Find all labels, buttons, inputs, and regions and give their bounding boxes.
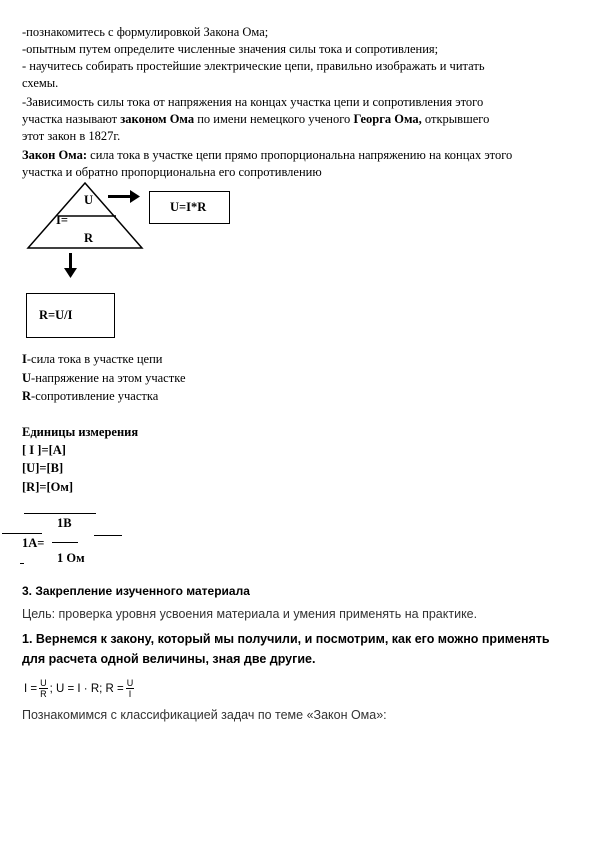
section-3-goal: Цель: проверка уровня усвоения материала и умения применять на практике.: [22, 607, 478, 621]
legend-u: [22, 370, 186, 387]
intro-line-1: -познакомитесь с формулировкой Закона Ома;: [22, 25, 269, 39]
fraction-top-rule: [24, 513, 96, 514]
intro-line-4: схемы.: [22, 76, 59, 90]
formula-r-den: I: [128, 689, 132, 699]
legend-i: [22, 351, 162, 368]
law-label: Закон Ома:: [22, 148, 88, 162]
classification-intro: Познакомимся с классификацией задач по теме «Закон Ома»:: [22, 708, 387, 722]
point-1-line-2: для расчета одной величины, зная две другие.: [22, 652, 316, 666]
triangle-top-u: U: [84, 193, 94, 207]
fraction-left-rule: [2, 533, 42, 534]
formula-i-fraction: [39, 678, 48, 699]
units-heading: Единицы измерения: [22, 425, 139, 439]
triangle-left-i: I=: [56, 213, 68, 227]
intro-line-6e: открывшего: [421, 112, 490, 126]
law-statement-2: участка и обратно пропорциональна его сопротивлению: [22, 165, 322, 179]
legend-i-text: -сила тока в участке цепи: [26, 352, 163, 366]
law-name: законом Ома: [120, 112, 195, 126]
point-1-line-1: 1. Вернемся к закону, который мы получили, и посмотрим, как его можно применять: [22, 632, 550, 646]
legend-r: [22, 388, 158, 405]
arrow-right-shaft: [108, 195, 132, 198]
formula-r-fraction: [126, 678, 135, 699]
section-3-heading: 3. Закрепление изученного материала: [22, 584, 250, 598]
formula-u-and-r: ; U = I · R; R =: [49, 682, 124, 695]
law-text: сила тока в участке цепи прямо пропорциональна напряжению на концах этого: [87, 148, 513, 162]
unit-resistance: [R]=[Ом]: [22, 480, 74, 494]
formula-r-num: U: [126, 678, 134, 688]
unit-current: [ I ]=[A]: [22, 443, 66, 457]
legend-r-text: -сопротивление участка: [31, 389, 159, 403]
fraction-right-rule: [94, 535, 122, 536]
unit-voltage: [U]=[B]: [22, 461, 64, 475]
fraction-bar: [52, 542, 78, 543]
intro-line-7: этот закон в 1827г.: [22, 129, 121, 143]
legend-u-text: -напряжение на этом участке: [31, 371, 186, 385]
arrow-down-icon: [64, 268, 77, 278]
intro-line-6: [22, 111, 489, 128]
fraction-dash: [20, 563, 24, 564]
fraction-denominator: 1 Ом: [57, 551, 85, 565]
law-statement: [22, 147, 512, 164]
intro-line-6a: участка называют: [22, 112, 121, 126]
triangle-bottom-r: R: [84, 231, 94, 245]
intro-line-5: -Зависимость силы тока от напряжения на концах участка цепи и сопротивления этого: [22, 95, 484, 109]
legend-r-symbol: R: [22, 389, 32, 403]
fraction-numerator: 1В: [57, 516, 72, 530]
legend-u-symbol: U: [22, 371, 32, 385]
formula-line: [24, 678, 136, 699]
intro-line-3: - научитесь собирать простейшие электрические цепи, правильно изображать и читать: [22, 59, 485, 73]
legend-i-symbol: I: [22, 352, 27, 366]
formula-i-num: U: [40, 678, 47, 688]
formula-i-den: R: [40, 689, 47, 699]
scientist-name: Георга Ома,: [353, 112, 422, 126]
formula-i-lhs: I =: [24, 682, 38, 695]
formula-box-u: U=I*R: [149, 191, 230, 224]
intro-line-2: -опытным путем определите численные значения силы тока и сопротивления;: [22, 42, 439, 56]
fraction-left: 1А=: [22, 536, 45, 550]
intro-line-6c: по имени немецкого ученого: [194, 112, 354, 126]
arrow-right-icon: [130, 190, 140, 203]
formula-box-r: R=U/I: [26, 293, 115, 338]
